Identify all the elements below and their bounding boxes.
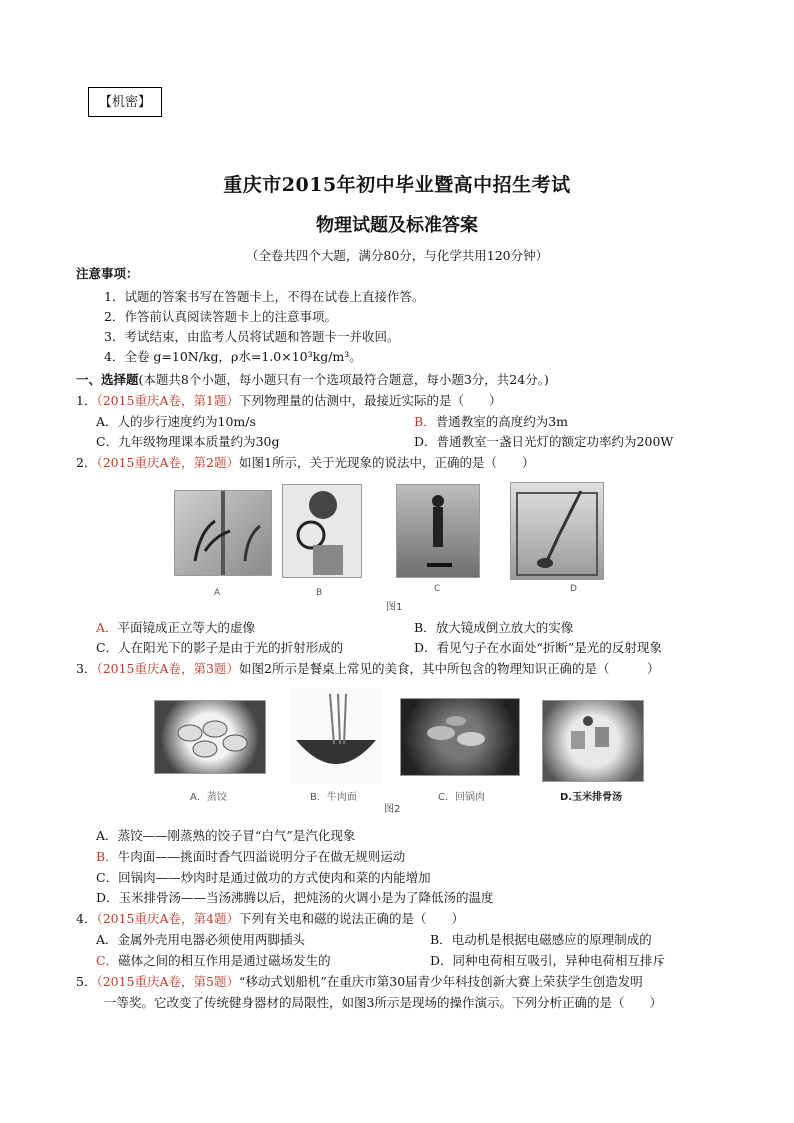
option-c: C．回锅肉——炒肉时是通过做功的方式使肉和菜的内能增加	[96, 870, 431, 885]
question-2-stem	[76, 455, 534, 471]
option-a: A．蒸饺——刚蒸熟的饺子冒“白气”是汽化现象	[96, 828, 356, 843]
note-item: 4．全卷 g=10N/kg，ρ水=1.0×10³kg/m³。	[104, 349, 362, 364]
figure-2-label-d: D.玉米排骨汤	[560, 792, 623, 803]
golfer-shadow-image	[397, 485, 479, 577]
question-5-stem	[76, 974, 643, 990]
figure-1-label-a: A	[214, 588, 221, 598]
question-number: 1．	[76, 393, 97, 408]
notes-heading: 注意事项：	[76, 266, 139, 281]
spoon-in-water-image	[511, 483, 603, 579]
option-c: C．九年级物理课本质量约为30g	[96, 434, 280, 449]
figure-1-label-d: D	[570, 584, 577, 594]
section-heading-bold: 一、选择题	[76, 372, 139, 387]
question-source: （2015重庆A卷，第3题）	[96, 661, 239, 676]
corn-rib-soup-image	[543, 701, 643, 781]
dumplings-image	[155, 701, 265, 773]
option-c: C．磁体之间的相互作用是通过磁场发生的	[96, 953, 331, 968]
figure-1	[170, 480, 620, 610]
question-number: 3．	[76, 661, 97, 676]
option-c: C．人在阳光下的影子是由于光的折射形成的	[96, 640, 344, 655]
figure-2-label-b: B．牛肉面	[310, 792, 357, 803]
question-source: （2015重庆A卷，第1题）	[96, 393, 239, 408]
figure-2-label-a: A．蒸饺	[190, 792, 227, 803]
mirror-plant-image	[175, 491, 271, 575]
figure-1-label-b: B	[316, 588, 323, 598]
figure-2-photo-b	[290, 688, 382, 784]
option-d: D．同种电荷相互吸引，异种电荷相互排斥	[430, 953, 666, 968]
question-5-stem-cont: 一等奖。它改变了传统健身器材的局限性，如图3所示是现场的操作演示。下列分析正确的是（ ）	[104, 995, 662, 1010]
question-source: （2015重庆A卷，第4题）	[96, 911, 239, 926]
option-b: B．牛肉面——挑面时香气四溢说明分子在做无规则运动	[96, 849, 406, 864]
figure-2-caption: 图2	[384, 804, 401, 815]
confidential-label: 【机密】	[88, 87, 162, 117]
option-b: B．放大镜成倒立放大的实像	[414, 620, 574, 635]
question-3-stem	[76, 661, 659, 677]
question-source: （2015重庆A卷，第2题）	[96, 455, 239, 470]
figure-1-label-c: C	[434, 584, 441, 594]
twice-cooked-pork-image	[401, 699, 519, 775]
section-heading-rest: (本题共8个小题，每小题只有一个选项最符合题意，每小题3分，共24分。)	[138, 372, 549, 387]
figure-2-photo-c	[400, 698, 520, 776]
figure-1-photo-b	[282, 484, 362, 578]
question-text: 下列物理量的估测中，最接近实际的是（ ）	[239, 393, 502, 408]
question-1-stem	[76, 393, 502, 409]
note-item: 3．考试结束，由监考人员将试题和答题卡一并收回。	[104, 329, 400, 344]
question-number: 2．	[76, 455, 97, 470]
option-d: D．玉米排骨汤——当汤沸腾以后，把炖汤的火调小是为了降低汤的温度	[96, 890, 494, 905]
option-a: A．金属外壳用电器必须使用两脚插头	[96, 932, 306, 947]
note-item: 1．试题的答案书写在答题卡上，不得在试卷上直接作答。	[104, 289, 425, 304]
figure-1-photo-c	[396, 484, 480, 578]
exam-title: 重庆市2015年初中毕业暨高中招生考试	[223, 174, 571, 196]
option-a: A．人的步行速度约为10m/s	[96, 414, 256, 429]
figure-2-label-c: C．回锅肉	[438, 792, 485, 803]
figure-2-photo-a	[154, 700, 266, 774]
option-b: B．电动机是根据电磁感应的原理制成的	[430, 932, 652, 947]
exam-note: （全卷共四个大题，满分80分，与化学共用120分钟）	[245, 248, 549, 263]
question-4-stem	[76, 911, 464, 927]
exam-subtitle: 物理试题及标准答案	[316, 215, 478, 236]
question-text: 如图1所示，关于光现象的说法中，正确的是（ ）	[239, 455, 535, 470]
option-d: D．普通教室一盏日光灯的额定功率约为200W	[414, 434, 674, 449]
question-text: 下列有关电和磁的说法正确的是（ ）	[239, 911, 465, 926]
option-d: D．看见勺子在水面处“折断”是光的反射现象	[414, 640, 662, 655]
question-number: 4．	[76, 911, 97, 926]
question-number: 5．	[76, 974, 97, 989]
figure-1-caption: 图1	[386, 602, 403, 613]
figure-2-photo-d	[542, 700, 644, 782]
option-a: A．平面镜成正立等大的虚像	[96, 620, 256, 635]
figure-1-photo-a	[174, 490, 272, 576]
question-source: （2015重庆A卷，第5题）	[96, 974, 239, 989]
magnifier-boy-image	[283, 485, 361, 577]
question-text: “移动式划船机”在重庆市第30届青少年科技创新大赛上荣获学生创造发明	[239, 974, 643, 989]
question-text: 如图2所示是餐桌上常见的美食，其中所包含的物理知识正确的是（ ）	[239, 661, 660, 676]
option-b: B．普通教室的高度约为3m	[414, 414, 568, 429]
figure-1-photo-d	[510, 482, 604, 580]
section-heading	[76, 372, 549, 388]
beef-noodles-image	[290, 688, 382, 784]
note-item: 2．作答前认真阅读答题卡上的注意事项。	[104, 309, 337, 324]
figure-2	[150, 688, 650, 818]
